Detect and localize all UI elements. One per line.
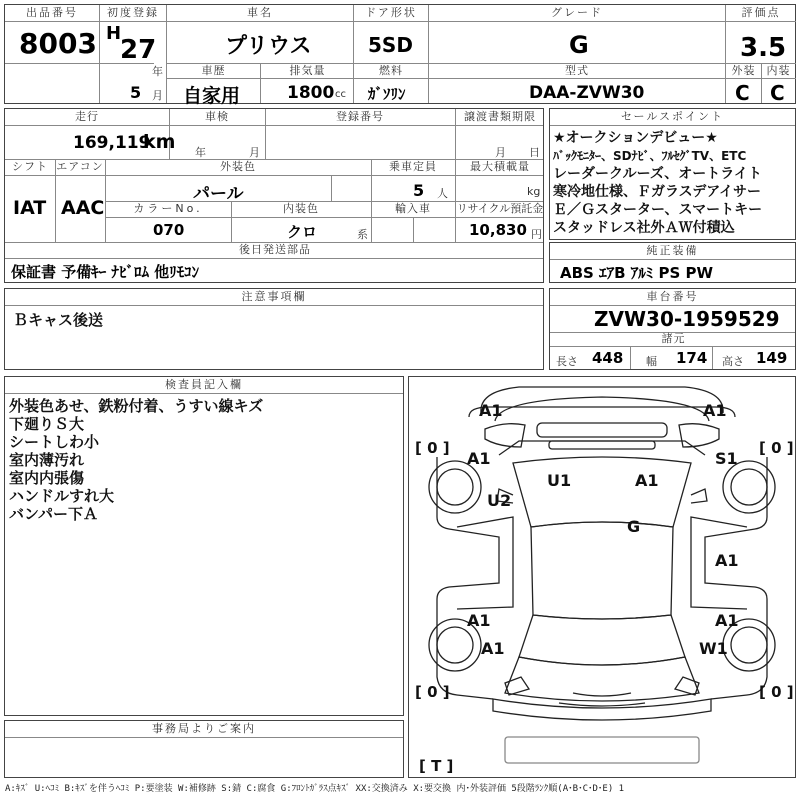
capacity-label: 乗車定員 <box>389 160 437 173</box>
displacement: 1800 <box>287 83 335 103</box>
car-history: 自家用 <box>183 85 241 107</box>
color-label: 外装色 <box>220 160 256 173</box>
sales-line-3: レーダークルーズ、オートライト <box>553 166 762 182</box>
exterior-color: パール <box>193 184 244 204</box>
grade-cell <box>429 5 725 103</box>
dims-label: 諸元 <box>661 332 686 345</box>
inspection-year-unit: 年 <box>195 146 206 159</box>
sales-line-1: ★オークションデビュー★ <box>553 130 718 146</box>
sales-line-5: Ｅ／Ｇスターター、スマートキー <box>553 202 763 218</box>
door-type: 5SD <box>368 33 413 57</box>
shift-label: シフト <box>12 160 48 173</box>
caution-block <box>4 288 544 370</box>
height-label: 高さ <box>722 355 744 368</box>
mark-door-left: U2 <box>487 491 512 510</box>
interior-color: クロ <box>287 223 318 241</box>
sales-line-6: スタッドレス社外ＡＷ付積込 <box>553 220 735 236</box>
caution-label: 注意事項欄 <box>5 289 543 306</box>
tyre-front-left: [ 0 ] <box>415 439 450 457</box>
equipment-block <box>549 242 796 283</box>
shipping-parts: 保証書 予備ｷｰ ﾅﾋﾞﾛﾑ 他ﾘﾓｺﾝ <box>11 263 200 281</box>
grade: G <box>569 31 589 59</box>
mark-fender-right: S1 <box>715 449 738 468</box>
mark-rear-left-1: A1 <box>467 611 491 630</box>
grade-label: グレード <box>429 5 725 22</box>
chassis-number: ZVW30-1959529 <box>594 307 780 331</box>
inspection-label: 車検 <box>205 110 229 123</box>
inspector-label: 検査員記入欄 <box>5 377 403 394</box>
score-cell <box>726 5 796 103</box>
equipment-list: ABS ｴｱB ｱﾙﾐ PS PW <box>560 264 714 282</box>
inspector-line-3: シートしわ小 <box>9 433 100 451</box>
office-label: 事務局よりご案内 <box>5 721 403 738</box>
first-registration-cell <box>100 5 166 103</box>
fuel: ｶﾞｿﾘﾝ <box>368 85 406 103</box>
import-label: 輸入車 <box>395 202 431 215</box>
shipping-label: 後日発送部品 <box>239 243 311 256</box>
inspection-month-unit: 月 <box>249 146 260 159</box>
capacity: 5 <box>413 181 425 200</box>
exterior-label: 外装 <box>731 64 756 77</box>
mileage-unit: km <box>143 131 176 153</box>
inspector-line-2: 下廻りＳ大 <box>9 415 85 433</box>
model-label: 型式 <box>565 64 589 77</box>
recycle-fee: 10,830 <box>469 221 527 239</box>
sales-point-label: セールスポイント <box>550 109 795 126</box>
mileage: 169,119 <box>73 133 151 153</box>
transfer-label: 譲渡書類期限 <box>464 110 536 123</box>
recycle-unit: 円 <box>531 228 542 241</box>
recycle-label: リサイクル預託金 <box>456 202 544 215</box>
lot-cell <box>5 5 99 103</box>
height-value: 149 <box>756 349 788 367</box>
reg-month: 5 <box>130 83 142 102</box>
shift: IAT <box>13 197 47 219</box>
plate-label: 登録番号 <box>336 110 384 123</box>
transfer-month-unit: 月 <box>495 146 506 159</box>
mark-roof-left: U1 <box>547 471 572 490</box>
mark-rear-right-1: A1 <box>715 611 739 630</box>
mark-front-right: A1 <box>703 401 727 420</box>
year-unit: 年 <box>152 65 163 78</box>
inspector-line-5: 室内内張傷 <box>9 469 85 487</box>
transfer-day-unit: 日 <box>529 146 540 159</box>
era: H <box>106 23 122 44</box>
tyre-front-right: [ 0 ] <box>759 439 794 457</box>
caution-text: Ｂキャス後送 <box>13 311 104 329</box>
legend-footer: A:ｷｽﾞ U:ﾍｺﾐ B:ｷｽﾞを伴うﾍｺﾐ P:要塗装 W:補修跡 S:錆 C:腐食 G:ﾌﾛﾝﾄｶﾞﾗｽ点ｷｽﾞ XX:交換済み X:要交換 内･外装評価 5段階ﾗﾝｸ順(A･B･C･D･E) 1 <box>5 784 625 794</box>
lot-label: 出品番号 <box>5 5 99 22</box>
chassis-block <box>549 288 796 370</box>
reg-year: 27 <box>120 35 157 65</box>
car-name-label: 車名 <box>167 5 353 22</box>
mark-glass: G <box>627 517 641 536</box>
length-value: 448 <box>592 349 624 367</box>
history-label: 車歴 <box>201 64 226 77</box>
header-block <box>4 4 796 107</box>
mark-rear-right-2: W1 <box>699 639 728 658</box>
detail-block <box>4 108 544 283</box>
ac-label: エアコン <box>56 160 104 173</box>
mark-rear-left-2: A1 <box>481 639 505 658</box>
mark-roof-right: A1 <box>635 471 659 490</box>
width-label: 幅 <box>646 355 657 368</box>
load-label: 最大積載量 <box>470 160 530 173</box>
first-reg-label: 初度登録 <box>100 5 166 22</box>
exterior-grade: C <box>735 81 750 105</box>
displacement-unit: cc <box>335 89 346 100</box>
length-label: 長さ <box>556 355 578 368</box>
score: 3.5 <box>740 33 787 63</box>
door-cell <box>354 5 428 103</box>
air-conditioner: AAC <box>61 197 105 219</box>
score-label: 評価点 <box>726 5 796 22</box>
tyre-rear-right: [ 0 ] <box>759 683 794 701</box>
lot-number: 8003 <box>19 27 97 60</box>
mileage-label: 走行 <box>75 110 99 123</box>
sales-line-4: 寒冷地仕様、Ｆガラスデアイサー <box>553 184 762 200</box>
interior-label: 内装 <box>766 64 791 77</box>
fuel-label: 燃料 <box>379 64 403 77</box>
mark-door-right: A1 <box>715 551 739 570</box>
car-diagram <box>408 376 796 778</box>
month-unit: 月 <box>152 89 163 102</box>
color-number: 070 <box>153 221 185 239</box>
car-name-cell <box>167 5 353 107</box>
inspector-block <box>4 376 404 716</box>
capacity-unit: 人 <box>437 187 448 200</box>
load-unit: kg <box>527 185 541 198</box>
inspector-line-6: ハンドルすれ大 <box>9 487 115 505</box>
sales-line-2: ﾊﾞｯｸﾓﾆﾀｰ、SDﾅﾋﾞ、ﾌﾙｾｸﾞTV、ETC <box>553 149 747 163</box>
interior-color-unit: 系 <box>357 228 368 241</box>
door-label: ドア形状 <box>354 5 428 22</box>
inspector-line-4: 室内薄汚れ <box>9 451 85 469</box>
office-block <box>4 720 404 778</box>
inspector-line-7: バンパー下Ａ <box>9 505 98 523</box>
model-code: DAA-ZVW30 <box>529 83 645 103</box>
displacement-label: 排気量 <box>289 64 326 77</box>
color-no-label: カラーNo. <box>133 202 203 215</box>
car-outline <box>409 377 795 777</box>
car-name: プリウス <box>225 34 312 59</box>
inspector-line-1: 外装色あせ、鉄粉付着、うすい線キズ <box>9 397 264 415</box>
tyre-rear-left: [ 0 ] <box>415 683 450 701</box>
sales-point-block <box>549 108 796 240</box>
equipment-label: 純正装備 <box>550 243 795 260</box>
interior-color-label: 内装色 <box>283 202 319 215</box>
width-value: 174 <box>676 349 708 367</box>
mark-fender-left: A1 <box>467 449 491 468</box>
tyre-spare: [ T ] <box>419 757 454 775</box>
chassis-label: 車台番号 <box>550 289 795 306</box>
mark-front-left: A1 <box>479 401 503 420</box>
interior-grade: C <box>770 81 785 105</box>
